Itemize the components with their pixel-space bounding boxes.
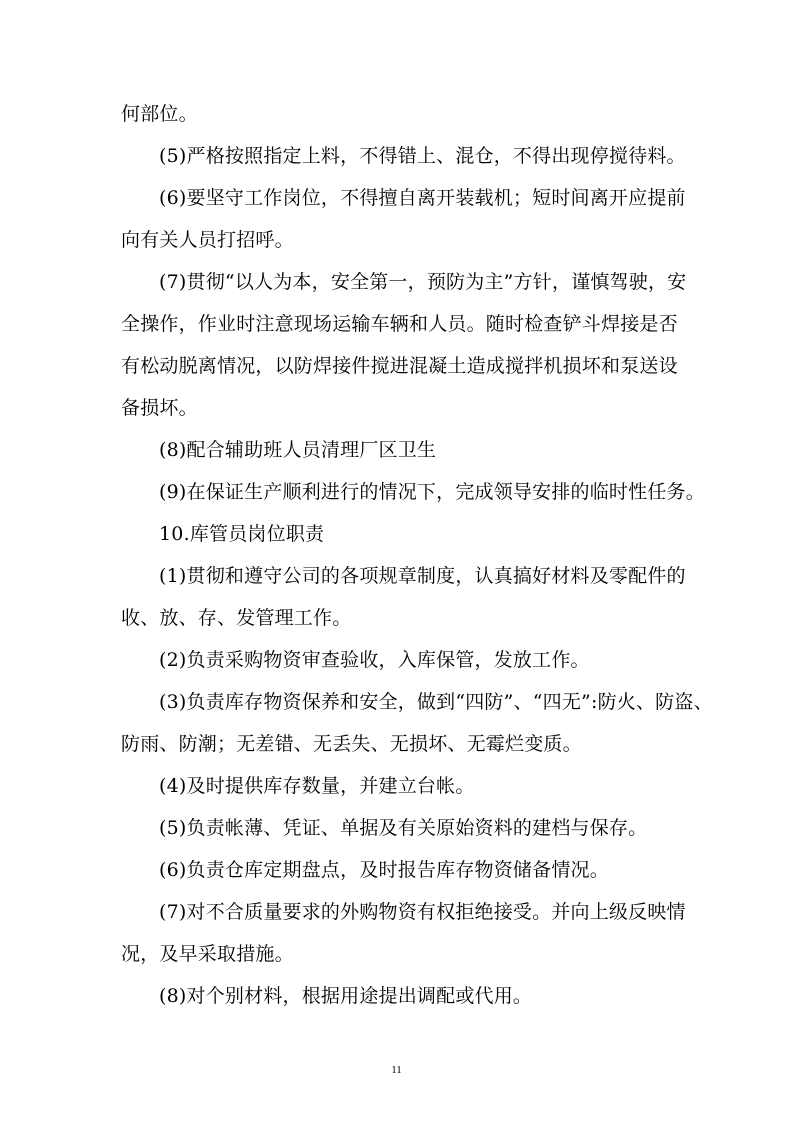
section-heading: 10.库管员岗位职责 [159, 523, 325, 545]
list-item-warehouse-8: (8)对个别材料，根据用途提出调配或代用。 [159, 985, 533, 1007]
list-item-warehouse-7: (7)对不合质量要求的外购物资有权拒绝接受。并向上级反映情 [159, 901, 686, 923]
list-item-warehouse-1: (1)贯彻和遵守公司的各项规章制度，认真搞好材料及零配件的 [159, 565, 686, 587]
list-item-loader-8: (8)配合辅助班人员清理厂区卫生 [159, 439, 437, 461]
text-line-continuation: 备损坏。 [121, 397, 198, 419]
text-line-continuation: 全操作，作业时注意现场运输车辆和人员。随时检查铲斗焊接是否 [121, 313, 678, 335]
text-line-continuation: 况，及早采取措施。 [121, 943, 294, 965]
document-body [121, 93, 713, 1017]
text-line-continuation: 有松动脱离情况，以防焊接件搅进混凝土造成搅拌机损坏和泵送设 [121, 355, 678, 377]
text-line-continuation: 收、放、存、发管理工作。 [121, 607, 352, 629]
page-number: 11 [391, 1064, 402, 1076]
list-item-warehouse-2: (2)负责采购物资审查验收，入库保管，发放工作。 [159, 649, 590, 671]
list-item-warehouse-5: (5)负责帐薄、凭证、单据及有关原始资料的建档与保存。 [159, 817, 648, 839]
list-item-warehouse-3: (3)负责库存物资保养和安全，做到“四防”、“四无”:防火、防盗、 [159, 691, 713, 713]
text-line-continuation: 防雨、防潮；无差错、无丢失、无损坏、无霉烂变质。 [121, 733, 582, 755]
text-line-continuation: 何部位。 [121, 103, 198, 125]
list-item-warehouse-6: (6)负责仓库定期盘点，及时报告库存物资储备情况。 [159, 859, 609, 881]
list-item-loader-9: (9)在保证生产顺利进行的情况下，完成领导安排的临时性任务。 [159, 481, 705, 503]
list-item-loader-6: (6)要坚守工作岗位，不得擅自离开装载机；短时间离开应提前 [159, 187, 686, 209]
list-item-loader-7: (7)贯彻“以人为本，安全第一，预防为主”方针，谨慎驾驶，安 [159, 271, 687, 293]
text-line-continuation: 向有关人员打招呼。 [121, 229, 294, 251]
list-item-loader-5: (5)严格按照指定上料，不得错上、混仓，不得出现停搅待料。 [159, 145, 686, 167]
list-item-warehouse-4: (4)及时提供库存数量，并建立台帐。 [159, 775, 475, 797]
